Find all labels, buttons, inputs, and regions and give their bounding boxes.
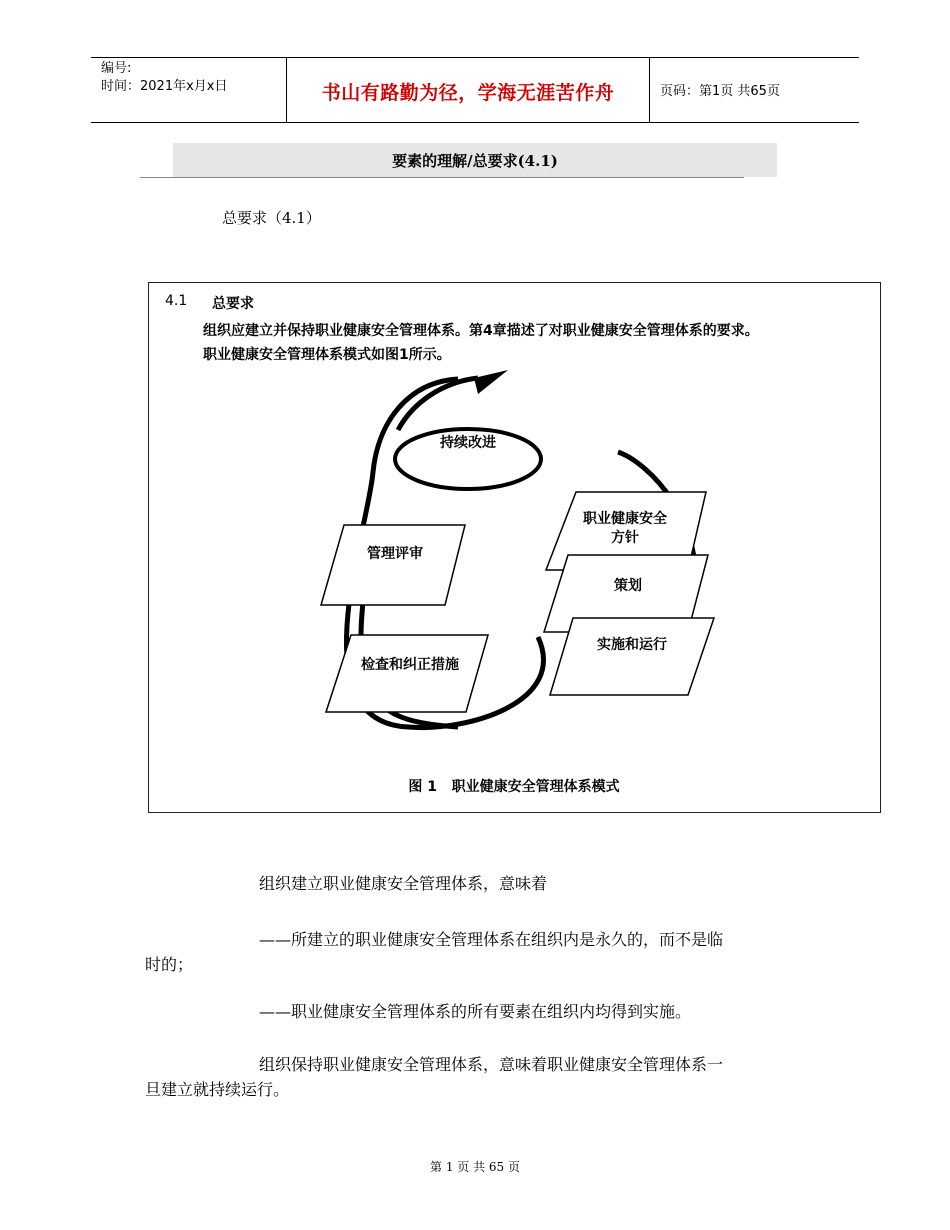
section-subtitle: 总要求（4.1） <box>222 209 321 227</box>
header-top-rule <box>91 57 859 58</box>
clause-text-line1: 组织应建立并保持职业健康安全管理体系。第4章描述了对职业健康安全管理体系的要求。 <box>203 323 759 339</box>
paragraph-2-line2: 时的； <box>145 955 194 974</box>
paragraph-4-line1: 组织保持职业健康安全管理体系，意味着职业健康安全管理体系一 <box>259 1055 724 1074</box>
node-implementation-label: 实施和运行 <box>597 637 667 653</box>
section-title: 要素的理解/总要求(4.1) <box>392 152 558 170</box>
paragraph-4-line2: 旦建立就持续运行。 <box>145 1080 290 1099</box>
node-planning-label: 策划 <box>614 578 642 594</box>
paragraph-2-line1: ——所建立的职业健康安全管理体系在组织内是永久的，而不是临 <box>259 930 724 949</box>
header-meta <box>101 60 227 96</box>
node-policy-label-line2: 方针 <box>611 530 639 546</box>
header-divider-right <box>649 57 650 122</box>
clause-title: 总要求 <box>212 296 254 312</box>
time-label: 时间：2021年x月x日 <box>101 79 228 94</box>
header-bottom-rule <box>91 122 859 123</box>
header-page-label: 页码：第1页 共65页 <box>660 84 780 99</box>
ohsms-cycle-diagram <box>148 282 881 813</box>
paragraph-1: 组织建立职业健康安全管理体系，意味着 <box>259 874 548 893</box>
clause-number: 4.1 <box>165 293 188 309</box>
figure-caption: 图 1 职业健康安全管理体系模式 <box>408 779 620 795</box>
node-checking-label: 检查和纠正措施 <box>361 657 459 673</box>
node-policy-label-line1: 职业健康安全 <box>583 511 667 527</box>
node-checking-shape <box>326 635 488 712</box>
paragraph-3: ——职业健康安全管理体系的所有要素在组织内均得到实施。 <box>259 1002 692 1021</box>
node-review-shape <box>321 525 465 605</box>
node-review-label: 管理评审 <box>367 546 423 562</box>
clause-text-line2: 职业健康安全管理体系模式如图1所示。 <box>203 347 451 363</box>
cycle-arrowhead-icon <box>474 370 508 394</box>
footer-page-number: 第 1 页 共 65 页 <box>430 1160 520 1174</box>
arrow-tail <box>398 378 478 430</box>
node-implementation-shape <box>550 618 714 695</box>
section-rule <box>140 177 744 178</box>
code-label: 编号: <box>101 61 132 76</box>
node-improve-label: 持续改进 <box>440 435 496 451</box>
header-motto: 书山有路勤为径，学海无涯苦作舟 <box>321 82 615 104</box>
